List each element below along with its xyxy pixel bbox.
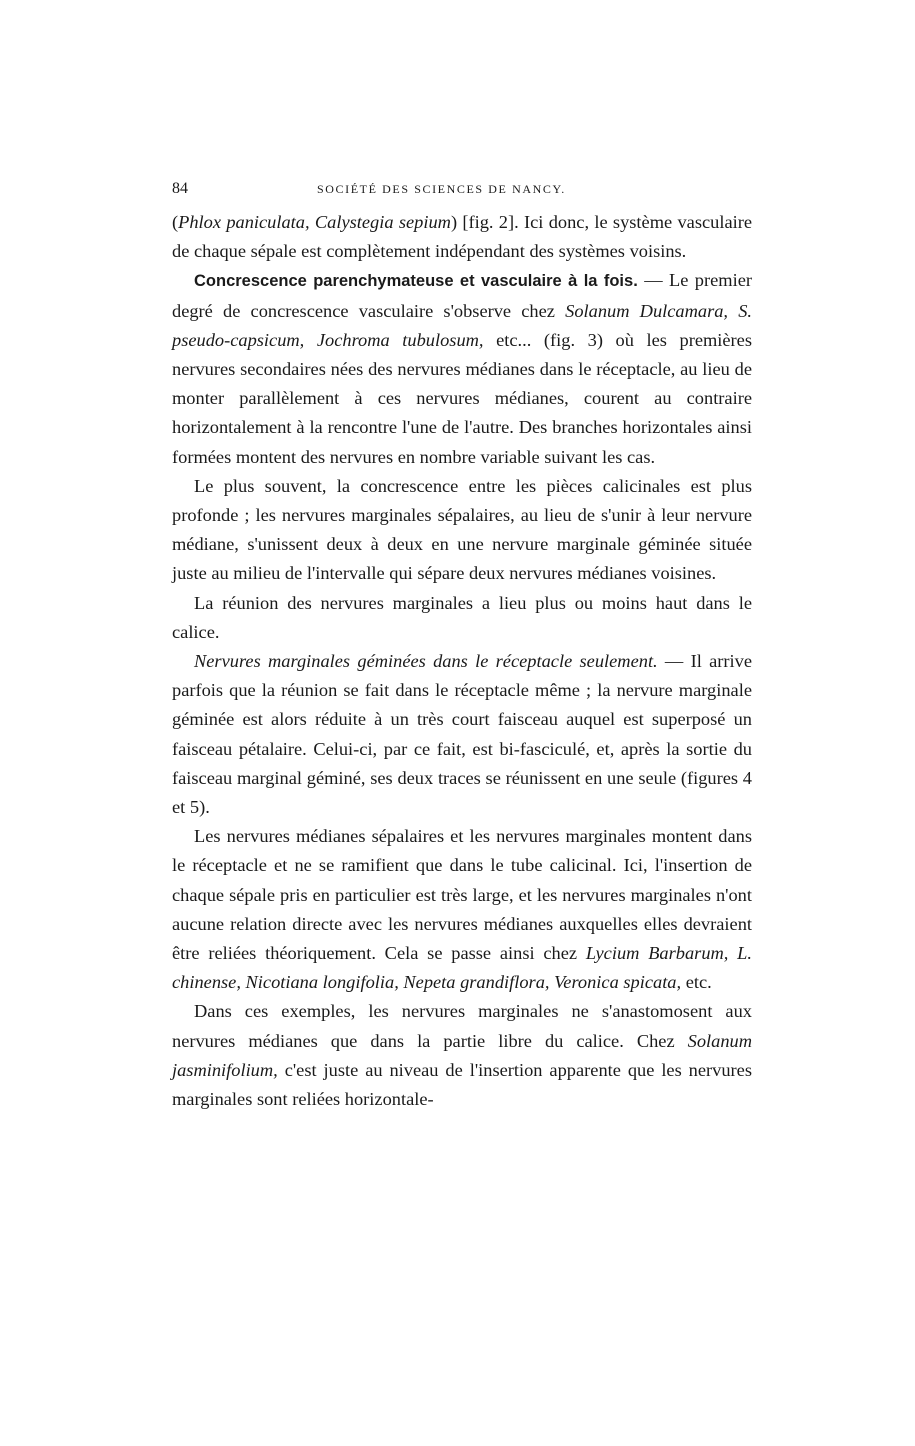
- paragraph-text: etc.: [681, 972, 712, 993]
- paragraph-text: Les nervures médianes sépalaires et les nervures marginales montent dans le réceptacle et ne se ramifient que dans le tube calicinal. Ici, l'insertion de chaque sépale pris en particulier est très large, et les nervures marginales n'ont aucune relation directe avec les nervures médianes auxquelles elles devraient être reliées théoriquement. Cela se passe ainsi chez: [172, 826, 752, 964]
- paragraph-7: [172, 997, 752, 1114]
- paragraph-text: c'est juste au niveau de l'insertion apparente que les nervures marginales sont reliées horizontale-: [172, 1059, 752, 1110]
- paragraph-text: [fig. 2]. Ici donc, le système vasculaire de chaque sépale est complètement indépendant des systèmes voisins.: [172, 212, 752, 262]
- species-names: Solanum jasminifolium,: [172, 1030, 752, 1080]
- paragraph-1: (Phlox paniculata, Calystegia sepium) [fig. 2]. Ici donc, le système vasculaire de chaque sépale est complètement indépendant des systèmes voisins.: [172, 212, 752, 262]
- paragraph-6: [172, 822, 752, 997]
- paragraph-text: — Il arrive parfois que la réunion se fait dans le réceptacle même ; la nervure marginale géminée est alors réduite à un très court faisceau auquel est superposé un faisceau pétalaire. Celui-ci, par ce fait, est bi-fasciculé, et, après la sortie du faisceau marginal géminé, ses deux traces se réunissent en une seule (figures 4 et 5).: [172, 651, 752, 818]
- paragraph-text: — Le premier degré de concrescence vasculaire s'observe chez: [172, 270, 752, 321]
- section-heading: Concrescence parenchymateuse et vasculaire à la fois.: [194, 272, 638, 291]
- page-header: [172, 180, 752, 204]
- paragraph-5: [172, 647, 752, 822]
- paragraph-3: Le plus souvent, la concrescence entre les pièces calicinales est plus profonde ; les nervures marginales sépalaires, au lieu de s'unir à leur nervure médiane, s'unissent deux à deux en une nervure marginale géminée située juste au milieu de l'intervalle qui sépare deux nervures médianes voisines.: [172, 475, 752, 584]
- paragraph-4: La réunion des nervures marginales a lieu plus ou moins haut dans le calice.: [172, 592, 752, 642]
- body-text: [172, 208, 752, 1114]
- paragraph-2: [172, 266, 752, 471]
- running-head: SOCIÉTÉ DES SCIENCES DE NANCY.: [317, 182, 566, 196]
- paragraph-text: Dans ces exemples, les nervures marginales ne s'anastomosent aux nervures médianes que dans la partie libre du calice. Chez: [172, 1001, 752, 1051]
- paragraph-text: etc... (fig. 3) où les premières nervures secondaires nées des nervures médianes dans le réceptacle, au lieu de monter parallèlement à ces nervures médianes, courent au contraire horizontalement à la rencontre l'une de l'autre. Des branches horizontales ainsi formées montent des nervures en nombre variable suivant les cas.: [172, 329, 752, 467]
- species-names: Lycium Barbarum, L. chinense, Nicotiana longifolia, Nepeta grandiflora, Veronica spicata,: [172, 943, 752, 993]
- species-names: Solanum Dulcamara, S. pseudo-capsicum, Jochroma tubulosum,: [172, 300, 752, 350]
- section-heading: Nervures marginales géminées dans le réceptacle seulement.: [194, 651, 658, 672]
- page-number: 84: [172, 180, 188, 197]
- species-names: Phlox paniculata, Calystegia sepium: [178, 212, 451, 232]
